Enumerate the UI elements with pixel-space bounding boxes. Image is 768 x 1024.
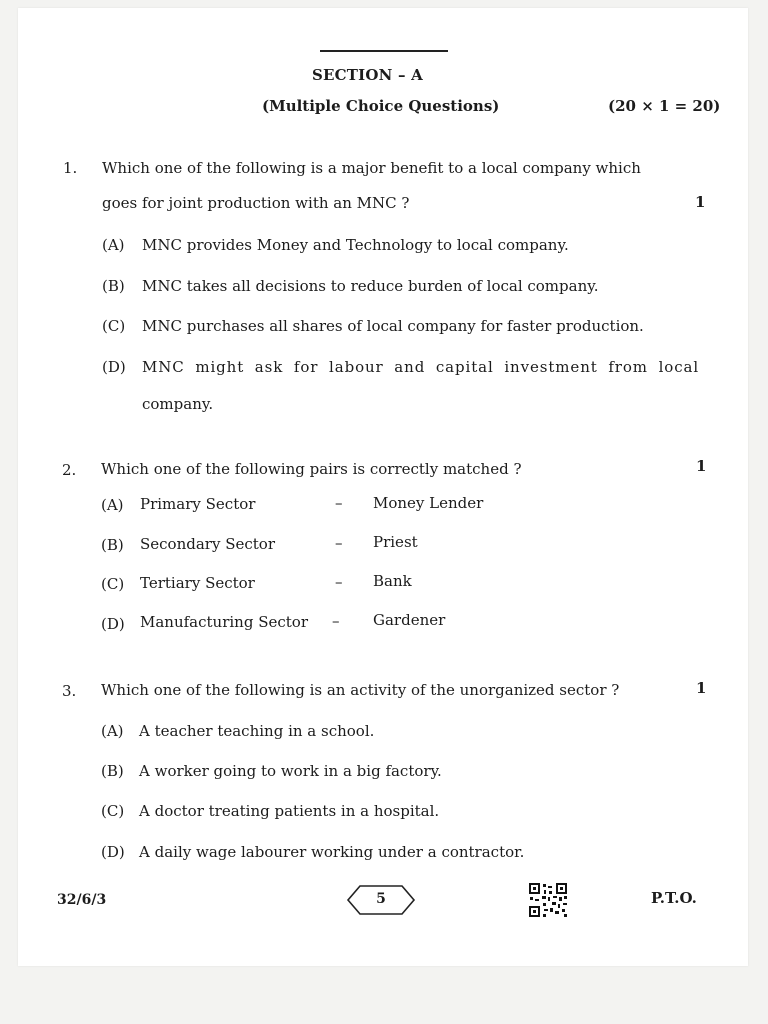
question-text: Which one of the following is an activity of the unorganized sector ? [101,681,620,699]
pair-right: Gardener [373,611,446,629]
option-label: (A) [101,496,124,514]
option-label: (C) [101,802,125,820]
option-text: MNC purchases all shares of local company for faster production. [142,317,644,335]
option-a [102,236,569,254]
page-number: 5 [376,891,386,907]
option-label: (D) [101,843,125,861]
pair-left: Secondary Sector [140,535,275,553]
question-text: Which one of the following pairs is correctly matched ? [101,460,522,478]
question-text: goes for joint production with an MNC ? [102,194,410,212]
option-label: (C) [102,317,126,335]
option-text: A daily wage labourer working under a contractor. [139,843,525,861]
option-label: (A) [101,722,124,740]
option-text: A worker going to work in a big factory. [139,762,442,780]
option-d [101,843,524,861]
question-mark: 1 [695,193,706,211]
option-label: (B) [101,762,124,780]
option-c [102,317,644,335]
pair-left: Tertiary Sector [140,574,255,592]
option-label: (D) [102,358,126,376]
option-c [101,802,439,820]
pair-dash: – [335,494,343,512]
option-text: MNC might ask for labour and capital investment from local [142,358,700,376]
option-label: (D) [101,615,125,633]
option-label: (B) [102,277,125,295]
option-label: (B) [101,536,124,554]
option-label: (A) [102,236,125,254]
question-mark: 1 [696,679,707,697]
section-top-rule [320,50,448,52]
option-label: (C) [101,575,125,593]
option-b [102,277,599,295]
pair-left: Primary Sector [140,495,256,513]
paper-code: 32/6/3 [57,892,107,908]
pair-dash: – [335,573,343,591]
option-text-continued: company. [142,395,214,413]
option-text: MNC provides Money and Technology to local company. [142,236,569,254]
pair-dash: – [335,534,343,552]
qr-code-icon [528,882,568,918]
question-text: Which one of the following is a major benefit to a local company which [102,159,641,177]
option-text: MNC takes all decisions to reduce burden of local company. [142,277,599,295]
section-subtitle: (Multiple Choice Questions) [262,97,500,115]
question-number: 3. [62,682,77,700]
option-d [102,358,700,376]
pair-dash: – [332,612,340,630]
question-number: 1. [63,159,78,177]
section-title: SECTION – A [312,66,423,84]
question-mark: 1 [696,457,707,475]
option-text: A teacher teaching in a school. [139,722,375,740]
pair-right: Priest [373,533,418,551]
pair-right: Bank [373,572,412,590]
page-number-badge [346,884,416,916]
section-marks: (20 × 1 = 20) [608,97,721,115]
pair-right: Money Lender [373,494,484,512]
pair-left: Manufacturing Sector [140,613,308,631]
option-b [101,762,442,780]
pto-label: P.T.O. [651,889,697,907]
option-text: A doctor treating patients in a hospital. [139,802,440,820]
exam-page [18,8,748,966]
question-number: 2. [62,461,77,479]
option-a [101,722,374,740]
